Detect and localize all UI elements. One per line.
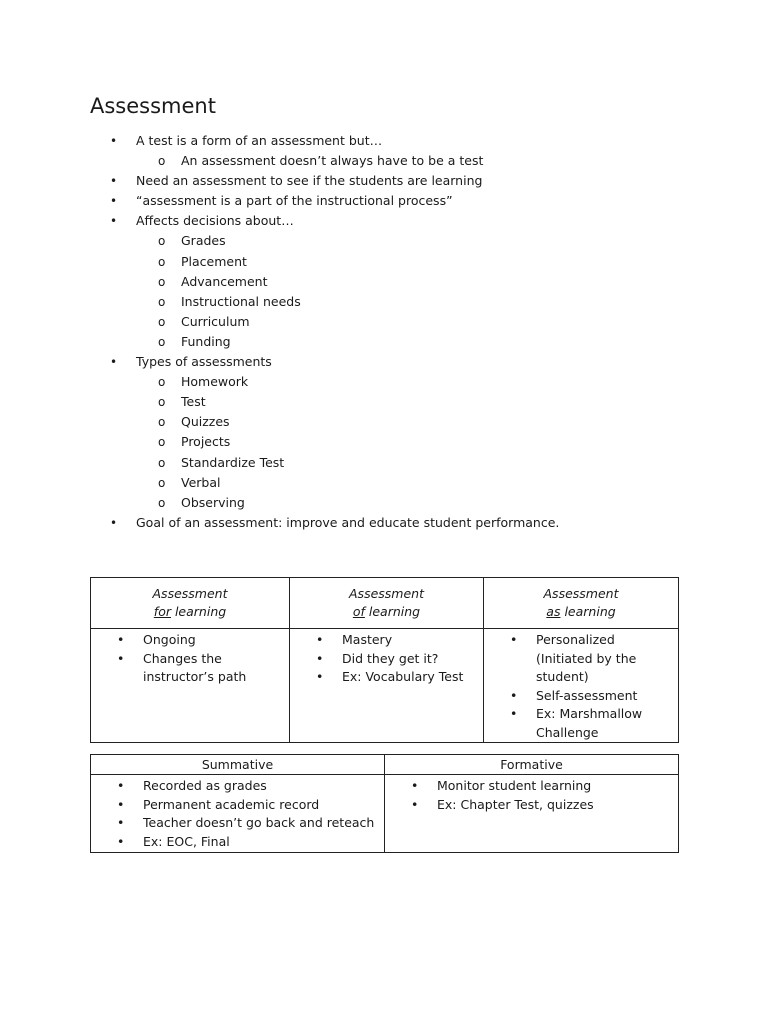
sub-bullet-item xyxy=(90,493,690,513)
list-item: • Ex: Marshmallow Challenge xyxy=(484,705,678,742)
list-item: • Recorded as grades xyxy=(91,777,384,796)
cell-as-learning xyxy=(484,629,679,743)
table-header-row xyxy=(91,755,679,775)
list-item: • Changes the instructor’s path xyxy=(91,650,289,687)
list-item: • Personalized (Initiated by the student) xyxy=(484,631,678,687)
bullet-text: Homework xyxy=(181,374,249,390)
header-cell-summative: Summative xyxy=(91,755,385,775)
sub-bullet-marker: o xyxy=(158,435,166,450)
sub-bullet-item xyxy=(90,392,690,412)
bullet-marker: • xyxy=(110,134,118,148)
assessment-types-table xyxy=(90,577,679,743)
sub-bullet-item xyxy=(90,412,690,432)
bullet-text: Quizzes xyxy=(181,414,230,430)
bullet-text: Instructional needs xyxy=(181,293,301,309)
bullet-text: Verbal xyxy=(181,474,221,490)
bullet-text: Projects xyxy=(181,434,231,450)
sub-bullet-marker: o xyxy=(158,254,166,269)
bullet-text: Standardize Test xyxy=(181,454,285,470)
bullet-marker: • xyxy=(110,174,118,189)
bullet-text: Types of assessments xyxy=(136,354,272,370)
list-item: • Ongoing xyxy=(91,631,289,650)
bullet-text: Need an assessment to see if the students are learning xyxy=(136,173,483,189)
bullet-marker: • xyxy=(110,194,118,209)
table-body-row xyxy=(91,629,679,743)
bullet-item xyxy=(90,513,690,533)
bullet-text: Funding xyxy=(181,333,231,349)
sub-bullet-marker: o xyxy=(158,154,166,169)
bullet-text: “assessment is a part of the instructional process” xyxy=(136,193,453,209)
list-item: • Mastery xyxy=(290,631,483,650)
list-item: • Self-assessment xyxy=(484,687,678,706)
bullet-marker: • xyxy=(110,515,118,530)
table-body-row xyxy=(91,775,679,853)
cell-for-learning xyxy=(91,629,290,743)
sub-bullet-item xyxy=(90,151,690,171)
bullet-text: Placement xyxy=(181,253,247,269)
header-cell-as-learning xyxy=(484,578,679,629)
header-subline: for learning xyxy=(153,604,227,619)
sub-bullet-item xyxy=(90,332,690,352)
sub-bullet-marker: o xyxy=(158,375,166,390)
bullet-outline xyxy=(90,131,690,533)
sub-bullet-item xyxy=(90,473,690,493)
page-title: Assessment xyxy=(90,94,216,118)
sub-bullet-item xyxy=(90,312,690,332)
bullet-item xyxy=(90,191,690,211)
sub-bullet-marker: o xyxy=(158,314,166,329)
cell-formative xyxy=(385,775,679,853)
sub-bullet-item xyxy=(90,453,690,473)
bullet-text: Grades xyxy=(181,233,226,249)
header-cell-for-learning xyxy=(91,578,290,629)
bullet-text: Observing xyxy=(181,494,245,510)
list-item: • Monitor student learning xyxy=(385,777,678,796)
list-item: • Ex: Vocabulary Test xyxy=(290,668,483,687)
bullet-text: Goal of an assessment: improve and educate student performance. xyxy=(136,514,560,530)
header-cell-of-learning xyxy=(290,578,484,629)
bullet-text: A test is a form of an assessment but… xyxy=(136,133,383,148)
sub-bullet-marker: o xyxy=(158,475,166,490)
table-header-row xyxy=(91,578,679,629)
bullet-item xyxy=(90,352,690,372)
bullet-text: An assessment doesn’t always have to be a test xyxy=(181,153,484,169)
bullet-text: Curriculum xyxy=(181,313,250,329)
sub-bullet-item xyxy=(90,272,690,292)
sub-bullet-marker: o xyxy=(158,455,166,470)
list-item: • Ex: Chapter Test, quizzes xyxy=(385,796,678,815)
bullet-marker: • xyxy=(110,214,118,229)
header-line: Assessment xyxy=(152,586,228,601)
sub-bullet-item xyxy=(90,292,690,312)
sub-bullet-marker: o xyxy=(158,395,166,410)
header-subline: as learning xyxy=(546,604,616,619)
sub-bullet-marker: o xyxy=(158,294,166,309)
bullet-text: Advancement xyxy=(181,273,268,289)
bullet-marker: • xyxy=(110,355,118,370)
sub-bullet-marker: o xyxy=(158,495,166,510)
sub-bullet-item xyxy=(90,372,690,392)
sub-bullet-marker: o xyxy=(158,234,166,249)
sub-bullet-marker: o xyxy=(158,415,166,430)
summative-formative-table xyxy=(90,754,679,853)
header-subline: of learning xyxy=(352,604,421,619)
bullet-item xyxy=(90,131,690,151)
sub-bullet-marker: o xyxy=(158,274,166,289)
bullet-item xyxy=(90,171,690,191)
cell-summative xyxy=(91,775,385,853)
sub-bullet-item xyxy=(90,252,690,272)
list-item: • Did they get it? xyxy=(290,650,483,669)
header-line: Assessment xyxy=(349,586,424,601)
bullet-text: Test xyxy=(181,394,206,410)
sub-bullet-marker: o xyxy=(158,334,166,349)
bullet-item xyxy=(90,211,690,231)
list-item: • Ex: EOC, Final xyxy=(91,833,384,852)
list-item: • Permanent academic record xyxy=(91,796,384,815)
header-cell-formative: Formative xyxy=(385,755,679,775)
sub-bullet-item xyxy=(90,432,690,452)
header-line: Assessment xyxy=(543,586,619,601)
cell-of-learning xyxy=(290,629,484,743)
bullet-text: Affects decisions about… xyxy=(136,213,294,229)
list-item: • Teacher doesn’t go back and reteach xyxy=(91,814,384,833)
sub-bullet-item xyxy=(90,231,690,251)
